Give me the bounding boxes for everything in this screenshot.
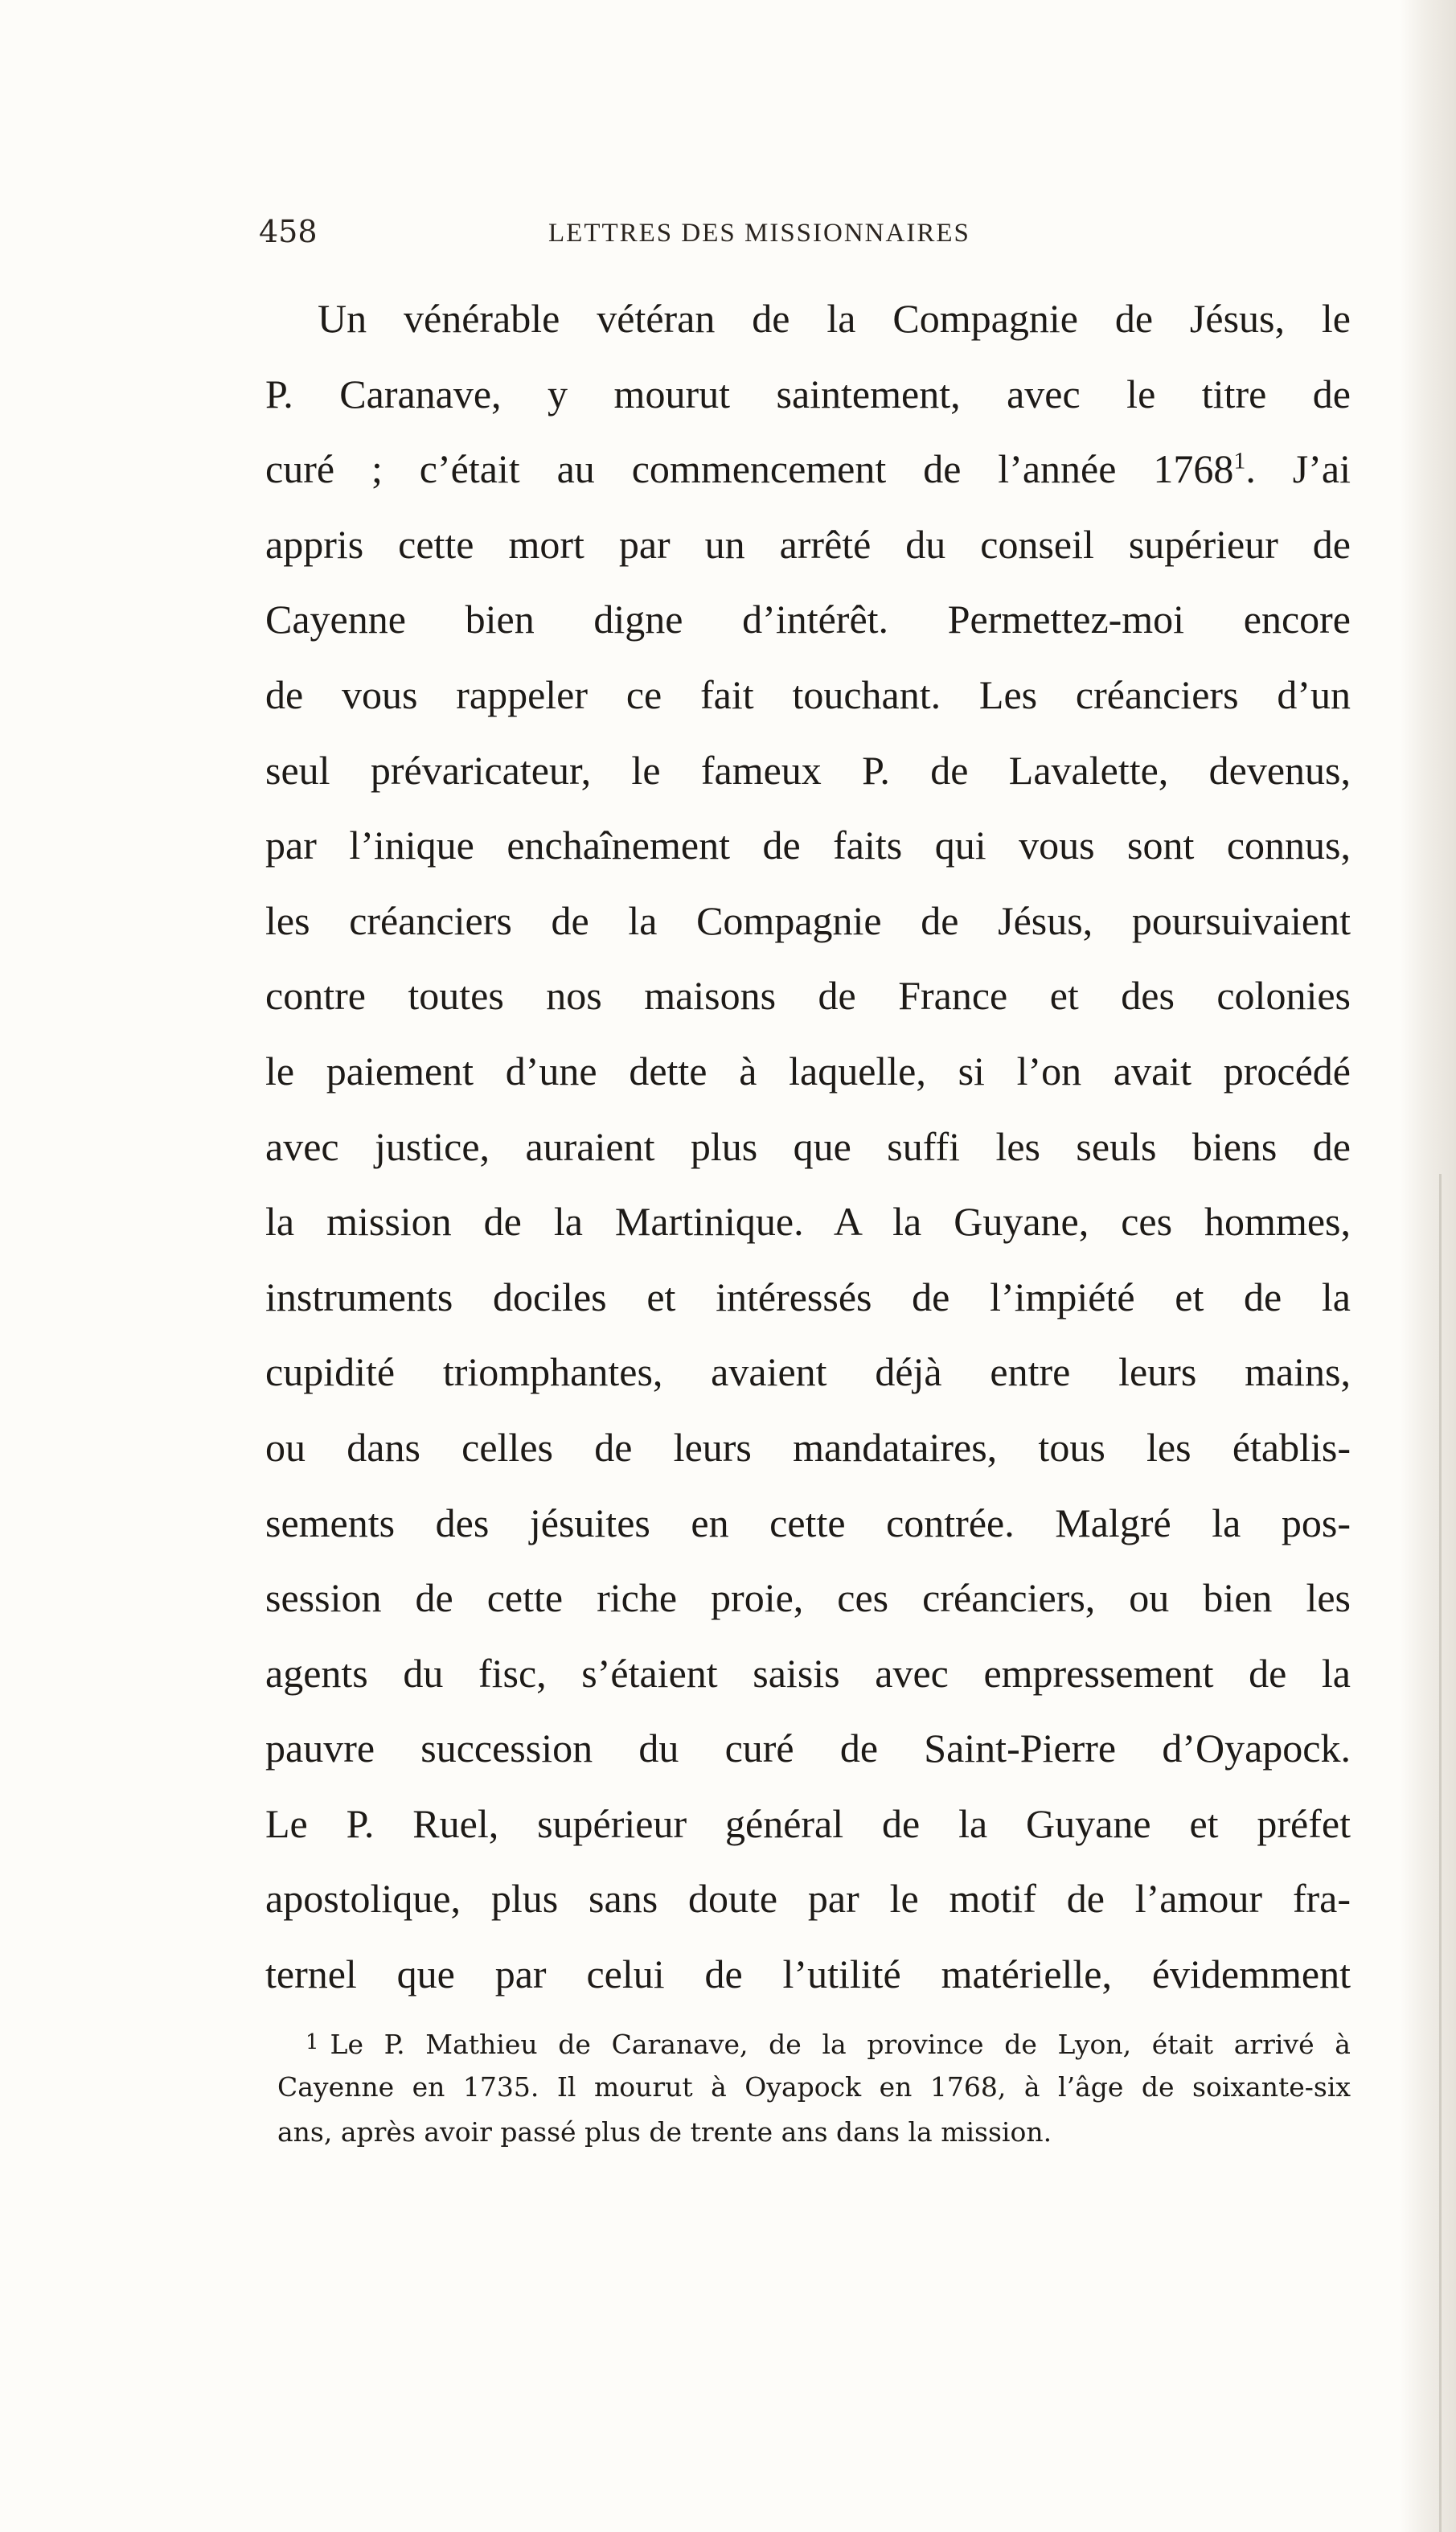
body-line: avec justice, auraient plus que suffi les seuls biens de (265, 1123, 1351, 1169)
footnote-line: ans, après avoir passé plus de trente ans dans la mission. (277, 2116, 1052, 2148)
body-line: Le P. Ruel, supérieur général de la Guyane et préfet (265, 1800, 1351, 1846)
body-line: de vous rappeler ce fait touchant. Les créanciers d’un (265, 671, 1351, 717)
body-line: seul prévaricateur, le fameux P. de Lavalette, devenus, (265, 747, 1351, 793)
body-line: Cayenne bien digne d’intérêt. Permettez-moi encore (265, 597, 1351, 642)
body-line: session de cette riche proie, ces créanciers, ou bien les (265, 1575, 1351, 1621)
body-line: appris cette mort par un arrêté du conseil supérieur de (265, 521, 1351, 567)
page-number: 458 (259, 214, 318, 249)
body-line: Un vénérable vétéran de la Compagnie de Jésus, le (318, 296, 1351, 341)
running-title: LETTRES DES MISSIONNAIRES (548, 219, 970, 248)
body-line: instruments dociles et intéressés de l’impiété et de la (265, 1274, 1351, 1319)
footnote-marker: 1 (306, 2030, 319, 2054)
body-line: apostolique, plus sans doute par le motif de l’amour fra- (265, 1876, 1351, 1922)
footnote-line: Cayenne en 1735. Il mourut à Oyapock en 1768, à l’âge de soixante-six (277, 2071, 1351, 2103)
body-line-tail: . J’ai (1245, 446, 1351, 492)
footnote-text: Le P. Mathieu de Caranave, de la province de Lyon, était arrivé à (330, 2029, 1351, 2060)
body-line: ternel que par celui de l’utilité matérielle, évidemment (265, 1951, 1351, 1997)
body-line: pauvre succession du curé de Saint-Pierre d’Oyapock. (265, 1726, 1351, 1771)
body-text (265, 281, 1351, 2013)
binding-line (1439, 1174, 1442, 2532)
body-line: le paiement d’une dette à laquelle, si l’on avait procédé (265, 1048, 1351, 1094)
body-line: agents du fisc, s’étaient saisis avec empressement de la (265, 1650, 1351, 1696)
footnote-reference: 1 (1233, 447, 1246, 474)
body-line: les créanciers de la Compagnie de Jésus, poursuivaient (265, 897, 1351, 943)
body-line: contre toutes nos maisons de France et des colonies (265, 973, 1351, 1019)
body-line: la mission de la Martinique. A la Guyane, ces hommes, (265, 1199, 1351, 1245)
body-line-text: curé ; c’était au commencement de l’année 1768 (265, 446, 1234, 492)
body-line: sements des jésuites en cette contrée. Malgré la pos- (265, 1500, 1351, 1545)
page-header (259, 211, 1208, 259)
body-line: P. Caranave, y mourut saintement, avec le titre de (265, 371, 1351, 417)
footnote-line (277, 2020, 1351, 2065)
body-line-with-footnote-ref (265, 432, 1351, 507)
footnote (277, 2020, 1351, 2155)
body-line: ou dans celles de leurs mandataires, tous les établis- (265, 1424, 1351, 1470)
page-edge-shadow (1400, 0, 1456, 2532)
body-line: cupidité triomphantes, avaient déjà entre leurs mains, (265, 1349, 1351, 1395)
body-line: par l’inique enchaînement de faits qui vous sont connus, (265, 823, 1351, 868)
